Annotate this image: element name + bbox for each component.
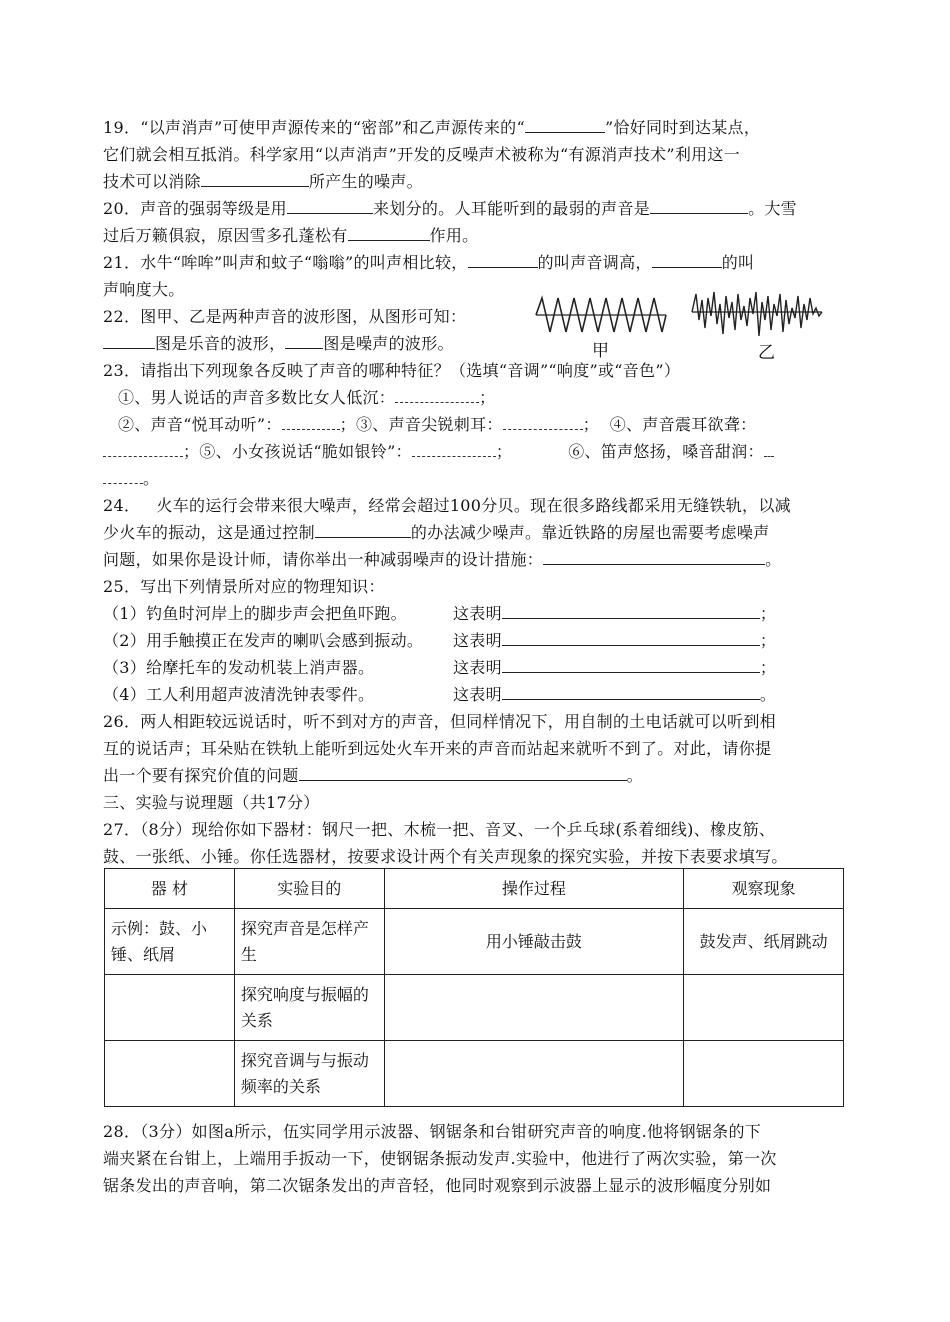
- q19-line1: 19．“以声消声”可使甲声源传来的“密部”和乙声源传来的“ ”恰好同时到达某点，: [103, 118, 761, 137]
- label-yi: 乙: [758, 343, 775, 363]
- q28-line2: 端夹紧在台钳上，上端用手扳动一下，使钢锯条振动发声.实验中，他进行了两次实验，第一次: [103, 1149, 777, 1168]
- answer-blank[interactable]: [543, 550, 765, 565]
- answer-blank[interactable]: [764, 442, 774, 457]
- table-row: [105, 909, 844, 975]
- q24-line2: 少火车的振动，这是通过控制 的办法减少噪声。靠近铁路的房屋也需要考虑噪声: [103, 523, 770, 542]
- table-cell: 鼓发声、纸屑跳动: [684, 909, 844, 975]
- q20-line1: 20．声音的强弱等级是用 来划分的。人耳能听到的最弱的声音是 。大雪: [103, 199, 797, 218]
- answer-blank[interactable]: [348, 226, 430, 241]
- q23-line5: 。: [103, 469, 159, 489]
- answer-blank[interactable]: [502, 631, 760, 646]
- answer-blank[interactable]: [502, 658, 760, 673]
- answer-blank[interactable]: [201, 172, 309, 187]
- table-cell: 探究音调与与振动频率的关系: [234, 1041, 384, 1107]
- answer-blank[interactable]: [287, 199, 373, 214]
- table-cell[interactable]: [384, 1041, 684, 1107]
- q23-line4: ；⑤、小女孩说话“脆如银铃”： ； ⑥、笛声悠扬，嗓音甜润：: [103, 442, 774, 462]
- answer-blank[interactable]: [103, 334, 155, 349]
- answer-blank[interactable]: [282, 415, 340, 430]
- table-cell[interactable]: [105, 975, 235, 1041]
- header-cell: 实验目的: [234, 869, 384, 909]
- table-cell: 用小锤敲击鼓: [384, 909, 684, 975]
- q21-line1: 21．水牛“哞哞”叫声和蚊子“嗡嗡”的叫声相比较， 的叫声音调高， 的叫: [103, 253, 755, 272]
- answer-blank[interactable]: [650, 199, 748, 214]
- q22-line1: 22．图甲、乙是两种声音的波形图，从图形可知：: [103, 307, 467, 326]
- waveform-yi: [690, 290, 824, 342]
- header-cell: 观察现象: [684, 869, 844, 909]
- table-cell: 探究声音是怎样产生: [234, 909, 384, 975]
- q27-line2: 鼓、一张纸、小锤。你任选器材，按要求设计两个有关声现象的探究实验，并按下表要求填写。: [103, 847, 788, 866]
- label-jia: 甲: [592, 341, 609, 361]
- table-cell[interactable]: [684, 975, 844, 1041]
- table-header-row: [105, 869, 844, 909]
- q25-item3: （3）给摩托车的发动机装上消声器。 这表明 ；: [103, 658, 777, 677]
- q25-item2: （2）用手触摸正在发声的喇叭会感到振动。 这表明 ；: [103, 631, 777, 650]
- answer-blank[interactable]: [103, 469, 143, 484]
- answer-blank[interactable]: [315, 523, 411, 538]
- q23-line3: ②、声音“悦耳动听”： ；③、声音尖锐刺耳： ； ④、声音震耳欲聋：: [118, 415, 757, 434]
- q19-line3: 技术可以消除 所产生的噪声。: [103, 172, 423, 191]
- q24-line1: 24． 火车的运行会带来很大噪声，经常会超过100分贝。现在很多路线都采用无缝铁轨，以减: [103, 496, 791, 515]
- q28-line3: 锯条发出的声音响，第二次锯条发出的声音轻，他同时观察到示波器上显示的波形幅度分别如: [103, 1176, 772, 1195]
- table-row: [105, 975, 844, 1041]
- q22-line2: 图是乐音的波形， 图是噪声的波形。: [103, 334, 454, 354]
- answer-blank[interactable]: [468, 253, 538, 268]
- q25-title: 25．写出下列情景所对应的物理知识：: [103, 577, 385, 596]
- q26-line2: 互的说话声；耳朵贴在铁轨上能听到远处火车开来的声音而站起来就听不到了。对此，请你提: [103, 739, 772, 758]
- answer-blank[interactable]: [525, 118, 605, 133]
- answer-blank[interactable]: [103, 442, 183, 457]
- header-cell: 操作过程: [384, 869, 684, 909]
- q25-item4: （4）工人利用超声波清洗钟表零件。 这表明 。: [103, 685, 777, 704]
- waveform-jia: [534, 292, 668, 338]
- q26-line3: 出一个要有探究价值的问题 。: [103, 766, 643, 785]
- q21-line2: 声响度大。: [103, 280, 185, 299]
- q23-item1: ①、男人说话的声音多数比女人低沉： ；: [118, 388, 496, 407]
- section-title: 三、实验与说理题（共17分）: [103, 793, 320, 812]
- table-row: [105, 1041, 844, 1107]
- table-cell[interactable]: [384, 975, 684, 1041]
- table-cell[interactable]: [684, 1041, 844, 1107]
- answer-blank[interactable]: [299, 766, 627, 781]
- q28-line1: 28．（3分）如图a所示，伍实同学用示波器、钢锯条和台钳研究声音的响度.他将钢锯条的下: [103, 1122, 762, 1141]
- experiment-table: [104, 868, 844, 1107]
- answer-blank[interactable]: [503, 415, 583, 430]
- q27-line1: 27．（8分）现给你如下器材：钢尺一把、木梳一把、音叉、一个乒乓球(系着细线)、橡皮筋、: [103, 820, 776, 839]
- answer-blank[interactable]: [412, 442, 496, 457]
- table-cell: 探究响度与振幅的关系: [234, 975, 384, 1041]
- q23-line1: 23．请指出下列现象各反映了声音的哪种特征？（选填“音调”“响度”或“音色”）: [103, 361, 681, 380]
- answer-blank[interactable]: [652, 253, 722, 268]
- answer-blank[interactable]: [502, 604, 760, 619]
- q26-line1: 26．两人相距较远说话时，听不到对方的声音，但同样情况下，用自制的土电话就可以听到相: [103, 712, 776, 731]
- table-cell: 示例：鼓、小锤、纸屑: [105, 909, 235, 975]
- answer-blank[interactable]: [502, 685, 760, 700]
- q19-line2: 它们就会相互抵消。科学家用“以声消声”开发的反噪声术被称为“有源消声技术”利用这一: [103, 145, 741, 164]
- answer-blank[interactable]: [285, 334, 323, 349]
- q24-line3: 问题，如果你是设计师，请你举出一种减弱噪声的设计措施： 。: [103, 550, 782, 569]
- answer-blank[interactable]: [395, 388, 479, 403]
- header-cell: 器 材: [105, 869, 235, 909]
- q20-line2: 过后万籁俱寂，原因雪多孔蓬松有 作用。: [103, 226, 479, 245]
- table-cell[interactable]: [105, 1041, 235, 1107]
- q25-item1: （1）钓鱼时河岸上的脚步声会把鱼吓跑。 这表明 ；: [103, 604, 777, 623]
